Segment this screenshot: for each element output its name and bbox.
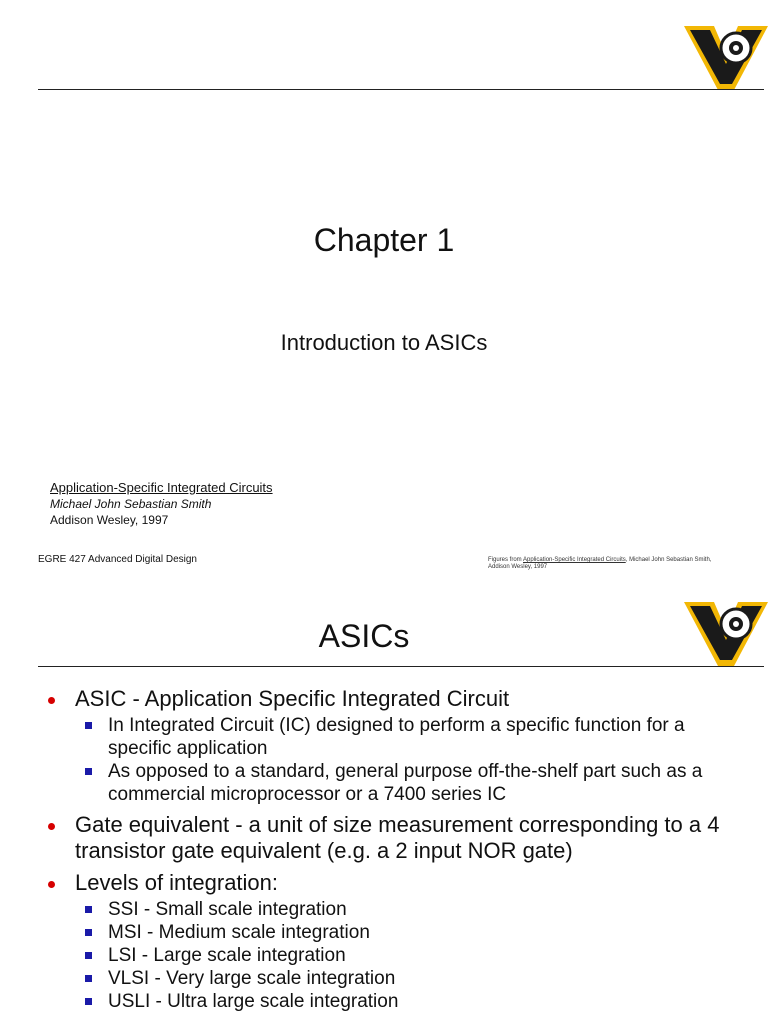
sub-bullet-item xyxy=(75,921,744,944)
bullet-text: Levels of integration: xyxy=(75,870,279,895)
book-publisher: Addison Wesley, 1997 xyxy=(50,513,169,527)
figures-credit xyxy=(488,557,728,571)
bullet-text: Gate equivalent - a unit of size measurement corresponding to a 4 transistor gate equivalent (e.g. a 2 input NOR gate) xyxy=(75,812,720,863)
sub-bullet-item xyxy=(75,990,744,1013)
sub-bullet-item xyxy=(75,944,744,967)
square-bullet-icon xyxy=(85,929,92,936)
book-author: Michael John Sebastian Smith xyxy=(50,497,212,511)
bullet-item xyxy=(44,686,744,806)
bullet-dot-icon xyxy=(48,697,55,704)
slide-title: ASICs xyxy=(318,618,410,654)
bullet-list xyxy=(44,686,744,1019)
figures-rest: , Michael John Sebastian Smith, Addison Wesley, 1997 xyxy=(488,557,712,570)
sub-bullet-text: VLSI - Very large scale integration xyxy=(108,968,396,989)
course-footer: EGRE 427 Advanced Digital Design xyxy=(38,554,197,565)
sub-bullet-item xyxy=(75,760,744,806)
sub-bullet-text: LSI - Large scale integration xyxy=(108,945,346,966)
square-bullet-icon xyxy=(85,998,92,1005)
square-bullet-icon xyxy=(85,768,92,775)
sub-bullet-list xyxy=(75,714,744,806)
header-rule xyxy=(38,89,764,90)
sub-bullet-text: USLI - Ultra large scale integration xyxy=(108,991,399,1012)
sub-bullet-text: SSI - Small scale integration xyxy=(108,899,347,920)
book-title: Application-Specific Integrated Circuits xyxy=(50,480,273,495)
sub-bullet-text: As opposed to a standard, general purpose off-the-shelf part such as a commercial microprocessor or a 7400 series IC xyxy=(108,761,703,805)
bullet-text: ASIC - Application Specific Integrated Circuit xyxy=(75,686,510,711)
square-bullet-icon xyxy=(85,952,92,959)
square-bullet-icon xyxy=(85,722,92,729)
sub-bullet-item xyxy=(75,714,744,760)
bullet-dot-icon xyxy=(48,881,55,888)
bullet-item xyxy=(44,812,744,864)
bullet-item xyxy=(44,870,744,1013)
figures-prefix: Figures from xyxy=(488,557,524,563)
slide-asics xyxy=(0,590,768,1024)
book-reference xyxy=(50,480,273,528)
square-bullet-icon xyxy=(85,906,92,913)
figures-book: Application-Specific Integrated Circuits xyxy=(523,557,626,563)
square-bullet-icon xyxy=(85,975,92,982)
header-rule xyxy=(38,666,764,667)
chapter-title: Chapter 1 xyxy=(313,222,455,258)
sub-bullet-item xyxy=(75,967,744,990)
sub-bullet-text: MSI - Medium scale integration xyxy=(108,922,370,943)
vcu-ram-logo-icon xyxy=(684,24,768,92)
sub-bullet-text: In Integrated Circuit (IC) designed to perform a specific function for a specific application xyxy=(108,715,685,759)
sub-bullet-item xyxy=(75,898,744,921)
sub-bullet-list xyxy=(75,898,744,1013)
bullet-dot-icon xyxy=(48,823,55,830)
chapter-subtitle: Introduction to ASICs xyxy=(280,330,488,355)
